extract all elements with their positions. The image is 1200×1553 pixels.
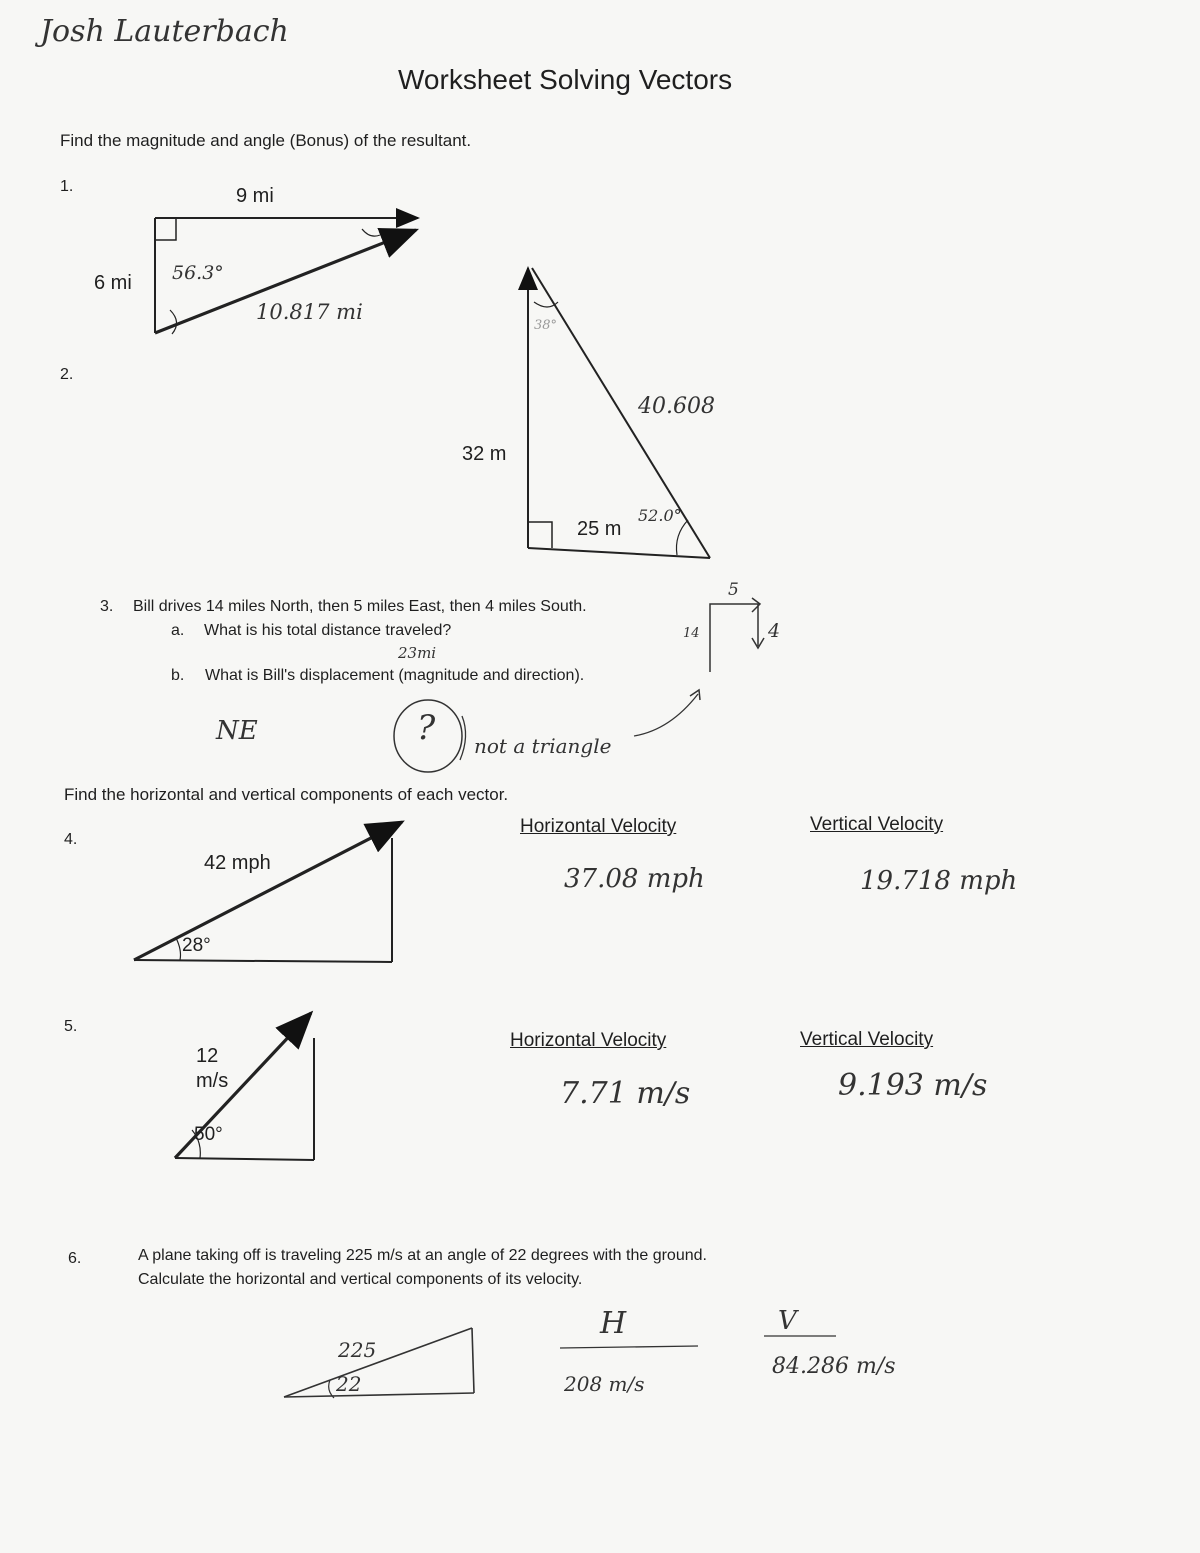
problem3a-answer: 23mi	[398, 644, 437, 662]
problem4-triangle	[134, 822, 402, 962]
problem2-top-angle-answer: 38°	[534, 318, 558, 333]
problem3a-marker: a.	[171, 622, 185, 639]
problem1-number: 1.	[60, 178, 74, 195]
problem6-line2: Calculate the horizontal and vertical components of its velocity.	[138, 1271, 583, 1288]
problem6-v-label: V	[778, 1306, 797, 1336]
problem4-horizontal-header: Horizontal Velocity	[520, 816, 677, 837]
section2-instruction: Find the horizontal and vertical components of each vector.	[64, 785, 509, 804]
problem3-text: Bill drives 14 miles North, then 5 miles East, then 4 miles South.	[133, 598, 587, 615]
problem5-number: 5.	[64, 1018, 78, 1035]
problem1-left-label: 6 mi	[94, 272, 132, 294]
problem3-sketch-east: 5	[728, 580, 739, 600]
problem6-sketch-hyp: 225	[338, 1338, 377, 1362]
problem3b-text: What is Bill's displacement (magnitude and direction).	[205, 667, 585, 684]
problem3-sketch-south: 4	[768, 620, 781, 642]
problem4-horizontal-answer: 37.08 mph	[564, 864, 705, 894]
problem6-line1: A plane taking off is traveling 225 m/s at an angle of 22 degrees with the ground.	[138, 1247, 707, 1264]
problem4-angle-label: 28°	[182, 935, 211, 956]
problem5-vertical-answer: 9.193 m/s	[838, 1068, 988, 1103]
problem2-number: 2.	[60, 366, 74, 383]
problem3-sketch-north: 14	[683, 626, 700, 641]
problem1-top-label: 9 mi	[236, 185, 274, 207]
problem3b-note: not a triangle	[474, 734, 612, 758]
worksheet-title: Worksheet Solving Vectors	[398, 64, 733, 95]
problem2-vertical-label: 32 m	[462, 443, 507, 465]
problem4-number: 4.	[64, 831, 78, 848]
problem4-vertical-answer: 19.718 mph	[860, 866, 1018, 896]
problem4-vertical-header: Vertical Velocity	[810, 814, 944, 835]
problem3b-question: ?	[417, 708, 436, 748]
problem6-v-answer: 84.286 m/s	[772, 1354, 896, 1379]
problem6-h-answer: 208 m/s	[564, 1372, 645, 1396]
problem3b-answer: NE	[216, 716, 258, 746]
problem5-vertical-header: Vertical Velocity	[800, 1029, 934, 1050]
problem2-bottom-angle-answer: 52.0°	[638, 506, 682, 525]
student-name: Josh Lauterbach	[40, 14, 289, 49]
problem3a-text: What is his total distance traveled?	[204, 622, 452, 639]
problem6-sketch-angle: 22	[336, 1372, 362, 1396]
problem6-h-label: H	[600, 1306, 627, 1341]
problem5-horizontal-header: Horizontal Velocity	[510, 1030, 667, 1051]
problem3b-marker: b.	[171, 667, 185, 684]
problem2-resultant-answer: 40.608	[638, 394, 715, 419]
problem5-horizontal-answer: 7.71 m/s	[560, 1076, 691, 1111]
problem5-angle-label: 50°	[194, 1124, 223, 1145]
problem4-vector-label: 42 mph	[204, 852, 271, 874]
problem5-vector-label-line1: 12	[196, 1045, 219, 1067]
problem1-angle-answer: 56.3°	[172, 262, 224, 284]
section1-instruction: Find the magnitude and angle (Bonus) of the resultant.	[60, 131, 472, 150]
problem6-number: 6.	[68, 1250, 82, 1267]
problem1-resultant-answer: 10.817 mi	[256, 300, 363, 324]
problem3-number: 3.	[100, 598, 114, 615]
problem5-vector-label-line2: m/s	[196, 1070, 229, 1092]
problem2-bottom-label: 25 m	[577, 518, 622, 540]
